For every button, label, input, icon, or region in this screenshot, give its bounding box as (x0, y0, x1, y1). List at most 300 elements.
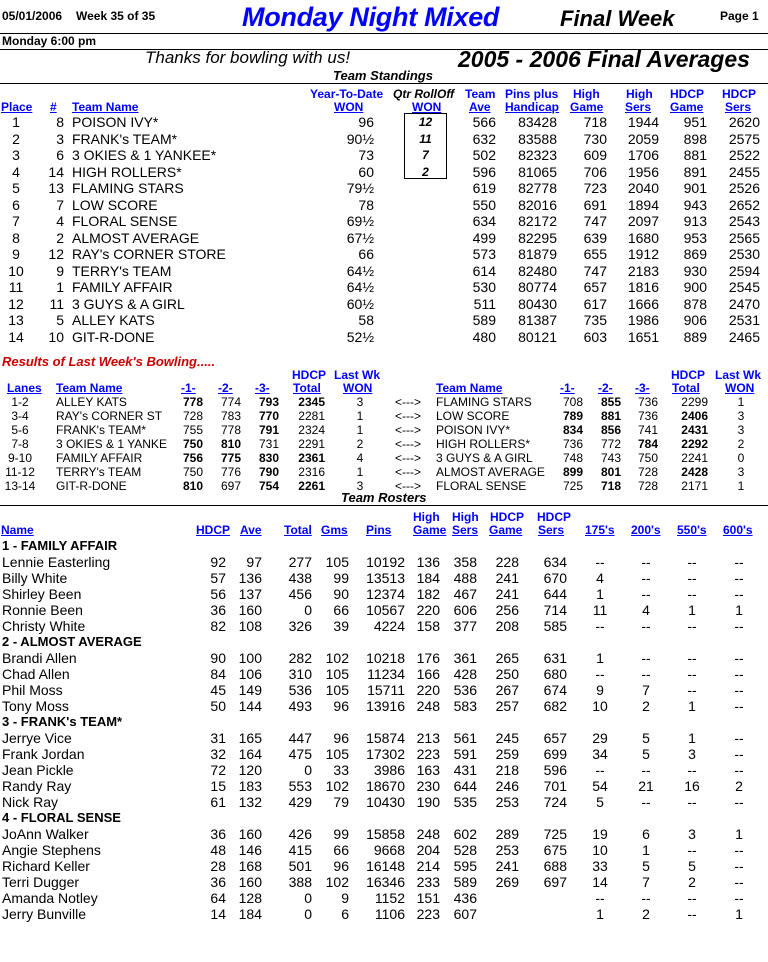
player-high-game-cell: 223 (416, 906, 440, 922)
versus-arrow: <---> (394, 437, 421, 451)
player-high-series-cell: 602 (453, 826, 477, 842)
pins-handicap-cell: 80121 (518, 328, 557, 345)
player-hdcp-series-cell: 682 (543, 698, 567, 714)
col-number: # (50, 100, 57, 114)
place-cell: 3 (12, 147, 20, 163)
player-600s-cell: -- (734, 666, 744, 682)
left-game3-cell: 754 (258, 479, 279, 493)
player-600s-cell: -- (734, 570, 744, 586)
player-ave-cell: 146 (238, 842, 262, 858)
player-row (0, 554, 768, 570)
hdcp-series-cell: 2530 (728, 246, 760, 262)
player-high-game-cell: 220 (416, 682, 440, 698)
player-high-series-cell: 606 (453, 602, 477, 618)
right-game1-cell: 725 (562, 479, 583, 493)
player-games-cell: 66 (333, 602, 349, 618)
col-team-name: Team Name (72, 100, 139, 114)
left-total-cell: 2281 (298, 409, 325, 423)
hdcp-game-cell: 913 (683, 213, 707, 229)
versus-arrow: <---> (394, 479, 421, 493)
right-game3-cell: 728 (637, 479, 658, 493)
player-hdcp-game-cell: 257 (495, 698, 519, 714)
left-game3-cell: 790 (258, 465, 279, 479)
pins-handicap-cell: 81879 (518, 246, 557, 262)
left-game2-cell: 697 (220, 479, 241, 493)
player-ave-cell: 165 (238, 730, 262, 746)
player-high-game-cell: 248 (416, 698, 440, 714)
player-total-cell: 553 (288, 778, 312, 794)
player-row (0, 602, 768, 618)
hdcp-series-cell: 2652 (728, 196, 760, 213)
lanes-cell: 13-14 (4, 479, 36, 493)
player-hdcp-cell: 31 (210, 730, 226, 746)
player-total-cell: 326 (288, 618, 312, 634)
player-hdcp-series-cell: 724 (543, 794, 567, 810)
pins-handicap-cell: 81387 (518, 312, 557, 328)
hdcp-game-cell: 898 (683, 130, 707, 147)
player-hdcp-series-cell: 697 (543, 874, 567, 890)
player-name-cell: Terri Dugger (2, 874, 80, 890)
player-row (0, 570, 768, 586)
player-games-cell: 96 (333, 858, 349, 874)
pins-handicap-cell: 80430 (518, 295, 557, 312)
player-name-cell: Brandi Allen (2, 650, 77, 666)
standings-row (0, 312, 768, 328)
pins-handicap-cell: 80774 (518, 279, 557, 295)
hdcp-game-cell: 906 (683, 312, 707, 328)
player-600s-cell: 1 (735, 906, 743, 922)
player-175s-cell: 9 (596, 682, 604, 698)
player-pins-cell: 13513 (366, 570, 405, 586)
player-games-cell: 102 (325, 650, 349, 666)
right-game3-cell: 750 (637, 451, 658, 465)
player-total-cell: 415 (288, 842, 312, 858)
player-hdcp-cell: 82 (210, 618, 226, 634)
player-name-cell: Christy White (2, 618, 86, 634)
results-row (0, 465, 768, 479)
hdcp-series-cell: 2545 (728, 279, 760, 295)
res-col-lanes: Lanes (7, 381, 42, 395)
standings-row (0, 263, 768, 279)
player-hdcp-game-cell: 259 (495, 746, 519, 762)
player-games-cell: 105 (325, 554, 349, 570)
right-total-cell: 2299 (681, 395, 708, 409)
ytd-won-cell: 64½ (346, 262, 374, 279)
player-hdcp-series-cell: 585 (543, 618, 567, 634)
hdcp-series-cell: 2575 (728, 130, 760, 147)
player-pins-cell: 10567 (366, 602, 405, 618)
player-hdcp-game-cell: 253 (495, 842, 519, 858)
player-pins-cell: 15874 (366, 730, 405, 746)
player-550s-cell: 1 (688, 602, 696, 618)
qtr-won-cell: 7 (422, 148, 429, 162)
hdcp-game-cell: 889 (683, 328, 707, 345)
player-175s-cell: 4 (596, 570, 604, 586)
team-ave-cell: 480 (472, 328, 496, 345)
ros-col-600: 600's (723, 523, 753, 537)
hdcp-series-cell: 2522 (728, 147, 760, 163)
versus-arrow: <---> (394, 395, 421, 409)
player-name-cell: Billy White (2, 570, 68, 586)
standings-row (0, 246, 768, 262)
player-high-game-cell: 136 (416, 554, 440, 570)
left-game2-cell: 775 (220, 451, 241, 465)
right-total-cell: 2171 (681, 479, 708, 493)
hdcp-game-cell: 900 (683, 279, 707, 295)
player-high-series-cell: 589 (453, 874, 477, 890)
right-game1-cell: 708 (562, 395, 583, 409)
team-name-cell: TERRY's TEAM (72, 262, 172, 279)
player-name-cell: JoAnn Walker (2, 826, 89, 842)
standings-row (0, 197, 768, 213)
standings-row (0, 164, 768, 180)
player-550s-cell: 3 (688, 746, 696, 762)
player-hdcp-game-cell: 265 (495, 650, 519, 666)
player-175s-cell: -- (595, 666, 605, 682)
right-total-cell: 2292 (681, 437, 708, 451)
player-200s-cell: 2 (642, 906, 650, 922)
team-name-cell: 3 OKIES & 1 YANKEE* (72, 147, 217, 163)
high-game-cell: 706 (583, 163, 607, 180)
player-175s-cell: 14 (592, 874, 608, 890)
col-hg-2: Game (570, 100, 604, 114)
roster-group-title: 3 - FRANK's TEAM* (2, 714, 123, 729)
player-total-cell: 456 (288, 586, 312, 602)
res-col-g3-left: -3- (255, 381, 270, 395)
col-ave-2: Ave (469, 100, 491, 114)
hdcp-series-cell: 2455 (728, 163, 760, 180)
player-200s-cell: 5 (642, 746, 650, 762)
player-games-cell: 102 (325, 874, 349, 890)
left-game3-cell: 770 (258, 409, 279, 423)
team-number-cell: 2 (56, 229, 64, 246)
player-200s-cell: 21 (638, 778, 654, 794)
player-total-cell: 0 (304, 762, 312, 778)
res-col-g1-left: -1- (181, 381, 196, 395)
standings-row (0, 279, 768, 295)
player-row (0, 778, 768, 794)
player-hdcp-game-cell: 256 (495, 602, 519, 618)
ytd-won-cell: 52½ (346, 328, 374, 345)
player-name-cell: Phil Moss (2, 682, 63, 698)
player-hdcp-series-cell: 670 (543, 570, 567, 586)
team-name-cell: POISON IVY* (72, 114, 159, 130)
player-ave-cell: 100 (238, 650, 262, 666)
res-col-won1-right: Last Wk (715, 368, 762, 382)
left-total-cell: 2345 (298, 395, 325, 409)
player-200s-cell: 7 (642, 682, 650, 698)
player-600s-cell: 1 (735, 602, 743, 618)
player-ave-cell: 168 (238, 858, 262, 874)
high-series-cell: 1912 (627, 246, 659, 262)
player-pins-cell: 10192 (366, 554, 405, 570)
player-name-cell: Randy Ray (2, 778, 72, 794)
roster-group-title: 1 - FAMILY AFFAIR (2, 538, 118, 553)
player-total-cell: 0 (304, 906, 312, 922)
team-ave-cell: 619 (472, 180, 496, 196)
left-team-cell: FAMILY AFFAIR (56, 451, 143, 465)
player-hdcp-cell: 36 (210, 874, 226, 890)
player-row (0, 842, 768, 858)
player-hdcp-cell: 56 (210, 586, 226, 602)
player-hdcp-series-cell: 674 (543, 682, 567, 698)
player-hdcp-cell: 61 (210, 794, 226, 810)
player-high-game-cell: 248 (416, 826, 440, 842)
player-hdcp-game-cell: 241 (495, 570, 519, 586)
ros-col-hs-1: High (452, 510, 479, 524)
ytd-won-cell: 73 (358, 147, 374, 163)
player-ave-cell: 97 (246, 554, 262, 570)
res-col-won2-right: WON (725, 381, 755, 395)
player-pins-cell: 18670 (366, 778, 405, 794)
left-won-cell: 4 (356, 451, 364, 465)
player-200s-cell: -- (641, 666, 651, 682)
pins-handicap-cell: 82323 (518, 147, 557, 163)
player-total-cell: 536 (288, 682, 312, 698)
player-ave-cell: 106 (238, 666, 262, 682)
high-series-cell: 1680 (627, 229, 659, 246)
player-games-cell: 90 (333, 586, 349, 602)
player-550s-cell: 16 (684, 778, 700, 794)
left-total-cell: 2261 (298, 479, 325, 493)
player-hdcp-cell: 14 (210, 906, 226, 922)
player-550s-cell: -- (687, 618, 697, 634)
player-row (0, 746, 768, 762)
left-team-cell: FRANK's TEAM* (56, 423, 147, 437)
high-game-cell: 691 (583, 196, 607, 213)
team-number-cell: 9 (56, 262, 64, 279)
results-row (0, 423, 768, 437)
player-hdcp-game-cell: 267 (495, 682, 519, 698)
ytd-won-cell: 60 (358, 163, 374, 180)
team-number-cell: 1 (56, 279, 64, 295)
ros-col-hdg-1: HDCP (490, 510, 525, 524)
high-game-cell: 609 (583, 147, 607, 163)
player-hdcp-game-cell: 218 (495, 762, 519, 778)
player-hdcp-game-cell: 245 (495, 730, 519, 746)
thanks-message: Thanks for bowling with us! (145, 48, 351, 67)
ros-col-ave: Ave (240, 523, 262, 537)
player-high-game-cell: 158 (416, 618, 440, 634)
ros-col-175: 175's (585, 523, 615, 537)
final-week-label: Final Week (560, 6, 675, 31)
hdcp-game-cell: 943 (683, 196, 707, 213)
right-team-cell: 3 GUYS & A GIRL (436, 451, 533, 465)
pins-handicap-cell: 82778 (518, 180, 557, 196)
player-hdcp-cell: 45 (210, 682, 226, 698)
player-ave-cell: 164 (238, 746, 262, 762)
left-team-cell: GIT-R-DONE (56, 479, 127, 493)
col-ave-1: Team (465, 87, 496, 101)
player-175s-cell: -- (595, 890, 605, 906)
player-pins-cell: 16148 (366, 858, 405, 874)
player-high-game-cell: 182 (416, 586, 440, 602)
player-ave-cell: 128 (238, 890, 262, 906)
player-row (0, 890, 768, 906)
right-won-cell: 1 (737, 479, 745, 493)
right-game1-cell: 748 (562, 451, 583, 465)
right-game2-cell: 743 (600, 451, 621, 465)
hdcp-game-cell: 951 (683, 114, 707, 130)
pins-handicap-cell: 82480 (518, 262, 557, 279)
team-name-cell: LOW SCORE (72, 196, 158, 213)
ytd-won-cell: 78 (358, 196, 374, 213)
player-hdcp-series-cell: 675 (543, 842, 567, 858)
player-600s-cell: -- (734, 698, 744, 714)
left-team-cell: RAY's CORNER ST (56, 409, 163, 423)
player-550s-cell: -- (687, 570, 697, 586)
right-team-cell: POISON IVY* (436, 423, 511, 437)
rosters-divider (0, 505, 768, 506)
pins-handicap-cell: 82295 (518, 229, 557, 246)
left-total-cell: 2316 (298, 465, 325, 479)
ros-col-hds-1: HDCP (537, 510, 572, 524)
hdcp-series-cell: 2594 (728, 262, 760, 279)
hdcp-game-cell: 930 (683, 262, 707, 279)
player-high-series-cell: 561 (453, 730, 477, 746)
right-total-cell: 2241 (681, 451, 708, 465)
session-time: Monday 6:00 pm (2, 34, 97, 48)
player-200s-cell: -- (641, 890, 651, 906)
player-high-game-cell: 220 (416, 602, 440, 618)
player-pins-cell: 10430 (366, 794, 405, 810)
right-game3-cell: 728 (637, 465, 658, 479)
left-game3-cell: 793 (258, 395, 279, 409)
player-total-cell: 388 (288, 874, 312, 890)
lanes-cell: 5-6 (11, 423, 29, 437)
player-hdcp-series-cell: 657 (543, 730, 567, 746)
player-hdcp-game-cell: 241 (495, 586, 519, 602)
team-name-cell: 3 GUYS & A GIRL (72, 295, 185, 312)
player-row (0, 698, 768, 714)
right-won-cell: 0 (737, 451, 745, 465)
player-games-cell: 96 (333, 698, 349, 714)
team-number-cell: 6 (56, 147, 64, 163)
player-550s-cell: 3 (688, 826, 696, 842)
player-175s-cell: 33 (592, 858, 608, 874)
col-ytd-2: WON (334, 100, 364, 114)
player-pins-cell: 4224 (373, 618, 405, 634)
left-won-cell: 2 (356, 437, 364, 451)
player-total-cell: 493 (288, 698, 312, 714)
right-won-cell: 1 (737, 395, 745, 409)
right-game3-cell: 784 (637, 437, 658, 451)
player-600s-cell: -- (734, 842, 744, 858)
team-ave-cell: 589 (472, 312, 496, 328)
player-600s-cell: -- (734, 730, 744, 746)
player-ave-cell: 132 (238, 794, 262, 810)
player-row (0, 618, 768, 634)
player-hdcp-game-cell: 289 (495, 826, 519, 842)
standings-section-title: Team Standings (333, 68, 433, 83)
hdcp-game-cell: 901 (683, 180, 707, 196)
player-hdcp-cell: 64 (210, 890, 226, 906)
hdcp-game-cell: 869 (683, 246, 707, 262)
player-175s-cell: 10 (592, 842, 608, 858)
high-game-cell: 639 (583, 229, 607, 246)
high-game-cell: 603 (583, 328, 607, 345)
left-game1-cell: 750 (182, 465, 203, 479)
player-games-cell: 66 (333, 842, 349, 858)
ytd-won-cell: 79½ (346, 180, 374, 196)
team-number-cell: 13 (48, 180, 64, 196)
col-hds-2: Sers (725, 100, 752, 114)
player-hdcp-cell: 36 (210, 602, 226, 618)
ros-col-hg-2: Game (413, 523, 447, 537)
results-row (0, 451, 768, 465)
player-600s-cell: -- (734, 650, 744, 666)
standings-row (0, 329, 768, 345)
qtr-won-cell: 11 (419, 131, 432, 146)
place-cell: 7 (12, 213, 20, 229)
player-high-game-cell: 230 (416, 778, 440, 794)
res-col-won1-left: Last Wk (334, 368, 381, 382)
place-cell: 2 (12, 130, 20, 147)
left-game2-cell: 774 (220, 395, 241, 409)
player-175s-cell: 11 (592, 602, 608, 618)
player-550s-cell: -- (687, 586, 697, 602)
player-high-series-cell: 377 (453, 618, 477, 634)
team-name-cell: ALMOST AVERAGE (72, 229, 200, 246)
left-game2-cell: 783 (220, 409, 241, 423)
col-place: Place (1, 100, 33, 114)
player-high-game-cell: 184 (416, 570, 440, 586)
player-hdcp-game-cell: 228 (495, 554, 519, 570)
player-175s-cell: 1 (596, 906, 604, 922)
player-175s-cell: 29 (592, 730, 608, 746)
player-175s-cell: 34 (592, 746, 608, 762)
player-hdcp-game-cell: 253 (495, 794, 519, 810)
team-ave-cell: 530 (472, 279, 496, 295)
high-series-cell: 1944 (627, 114, 659, 130)
player-200s-cell: -- (641, 762, 651, 778)
res-col-g3-right: -3- (635, 381, 650, 395)
player-total-cell: 475 (288, 746, 312, 762)
player-hdcp-cell: 72 (210, 762, 226, 778)
ros-col-total: Total (284, 523, 312, 537)
versus-arrow: <---> (394, 409, 421, 423)
high-series-cell: 1706 (627, 147, 659, 163)
player-ave-cell: 160 (238, 826, 262, 842)
player-high-series-cell: 591 (453, 746, 477, 762)
player-high-series-cell: 467 (453, 586, 477, 602)
player-games-cell: 105 (325, 682, 349, 698)
left-game1-cell: 728 (182, 409, 203, 423)
res-col-g1-right: -1- (560, 381, 575, 395)
place-cell: 13 (8, 312, 24, 328)
player-high-series-cell: 488 (453, 570, 477, 586)
player-games-cell: 99 (333, 826, 349, 842)
player-row (0, 858, 768, 874)
place-cell: 12 (8, 295, 24, 312)
player-high-series-cell: 535 (453, 794, 477, 810)
team-name-cell: FAMILY AFFAIR (72, 279, 173, 295)
roster-group-title: 4 - FLORAL SENSE (2, 810, 121, 825)
player-games-cell: 6 (341, 906, 349, 922)
player-high-game-cell: 163 (416, 762, 440, 778)
player-175s-cell: 1 (596, 586, 604, 602)
team-name-cell: ALLEY KATS (72, 312, 155, 328)
place-cell: 8 (12, 229, 20, 246)
player-175s-cell: 5 (596, 794, 604, 810)
hdcp-series-cell: 2565 (728, 229, 760, 246)
qtr-won-cell: 12 (418, 115, 433, 129)
player-600s-cell: -- (734, 554, 744, 570)
ytd-won-cell: 58 (358, 312, 374, 328)
standings-divider (0, 83, 768, 84)
versus-arrow: <---> (394, 451, 421, 465)
hdcp-series-cell: 2470 (728, 295, 760, 312)
